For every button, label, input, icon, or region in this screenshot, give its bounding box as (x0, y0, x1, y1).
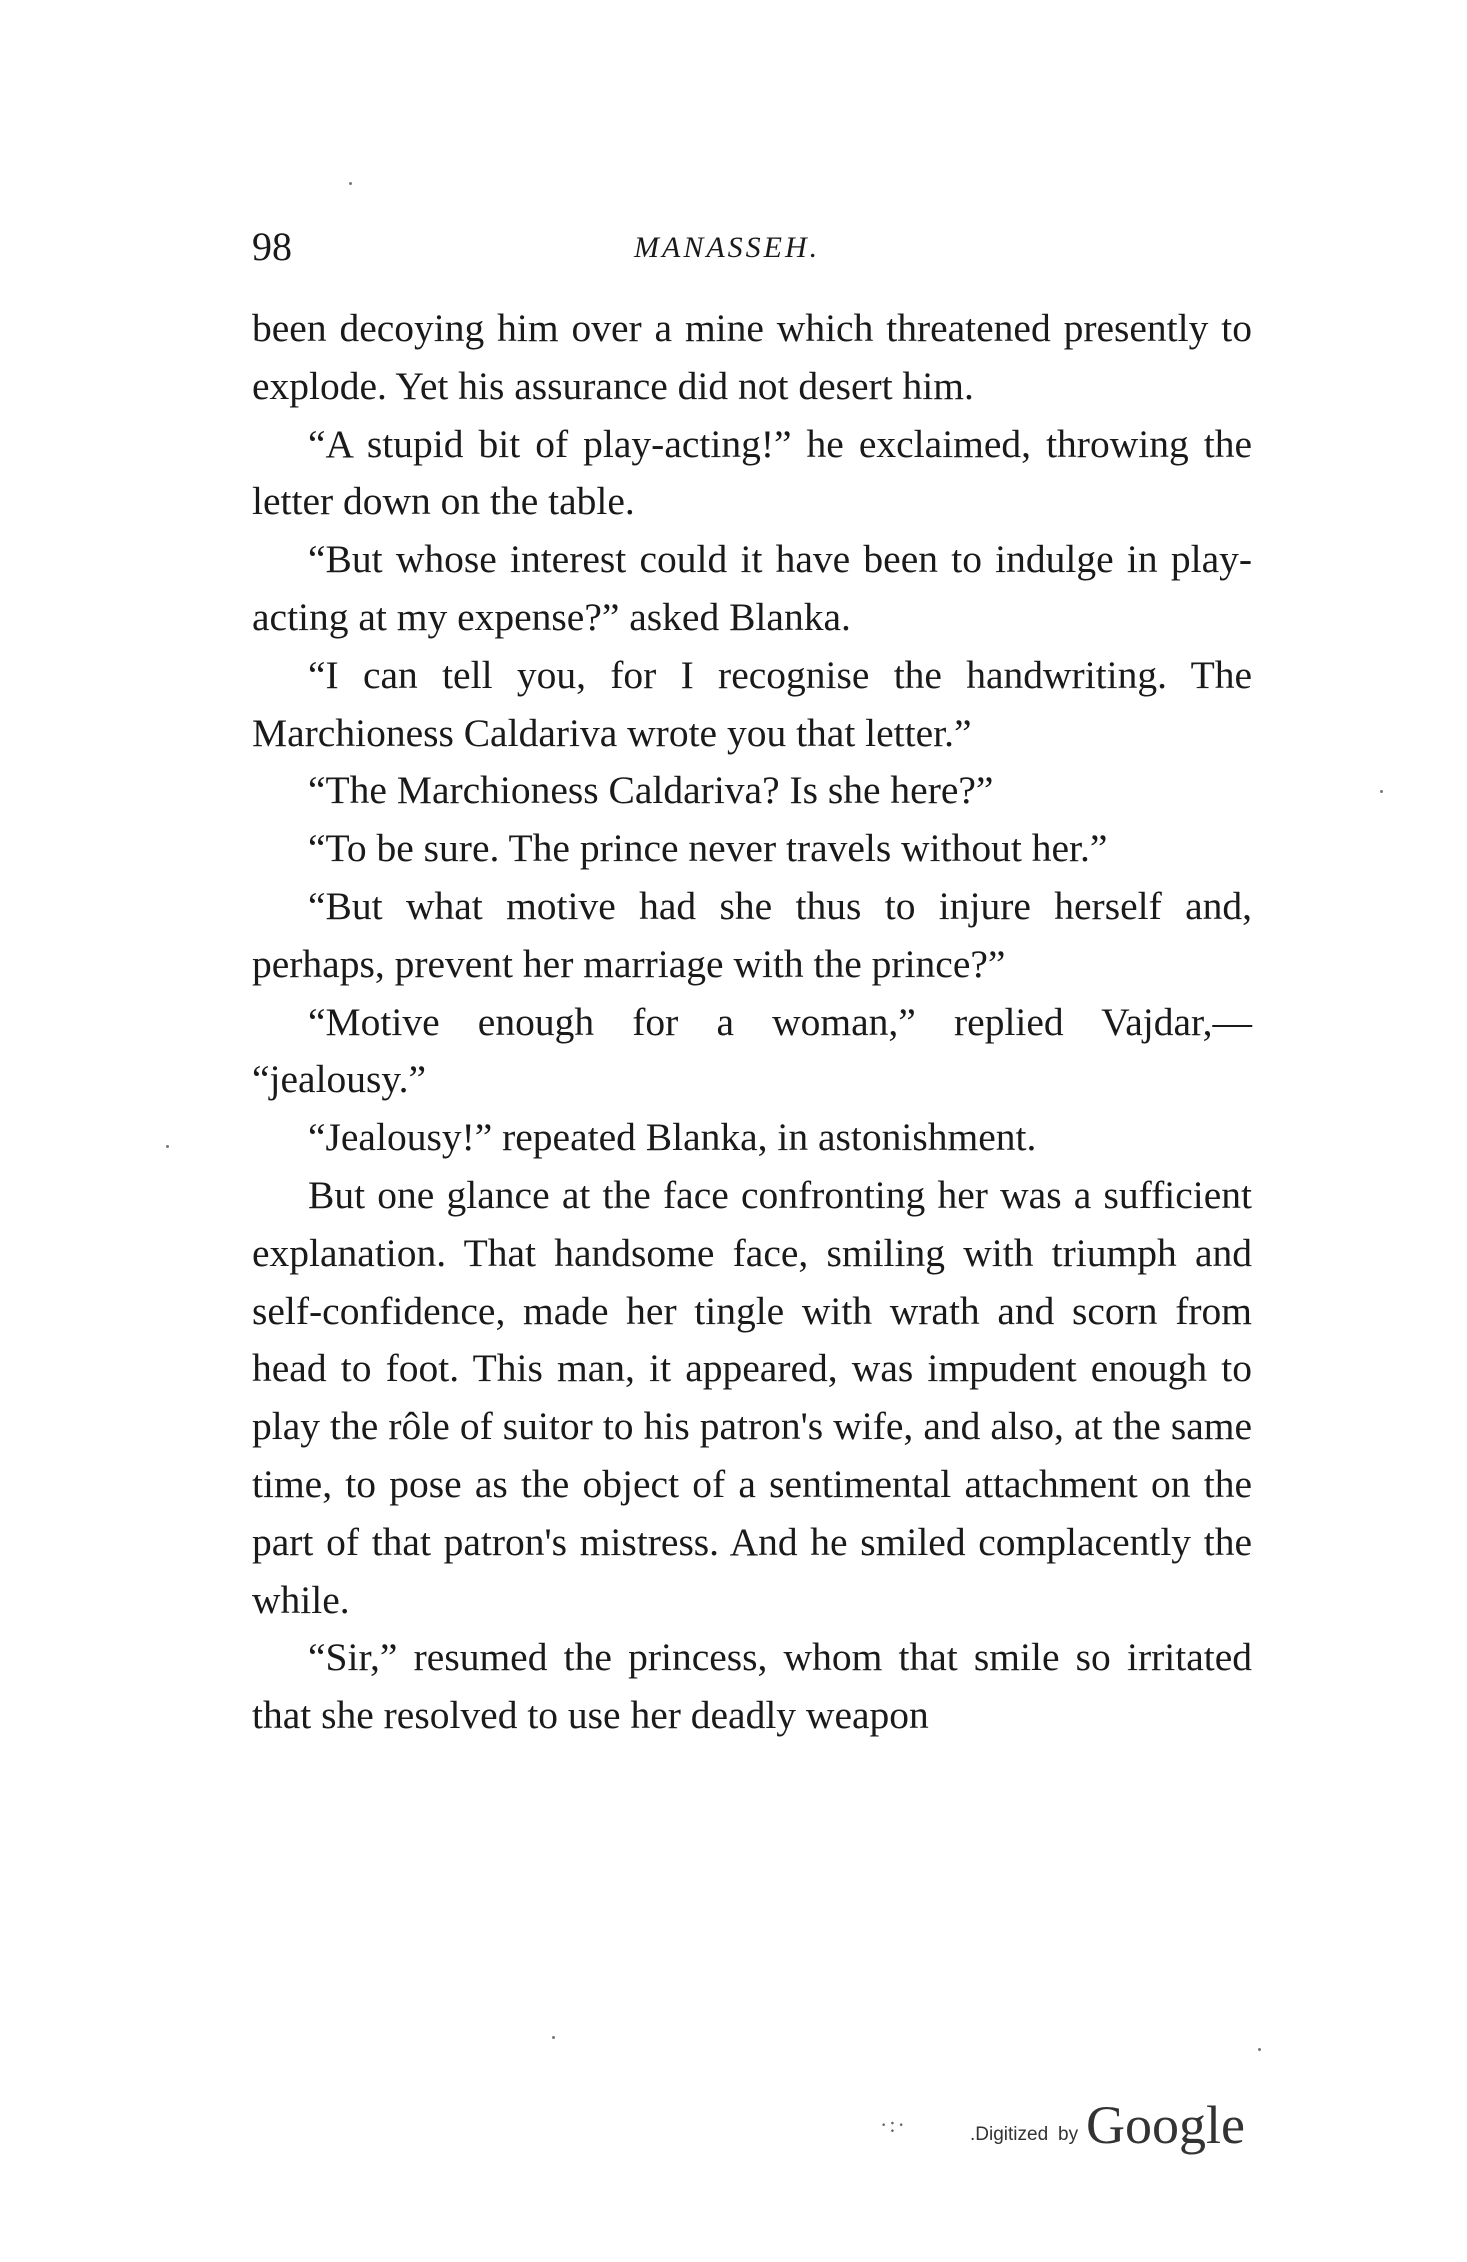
page-number: 98 (252, 224, 292, 269)
running-title: MANASSEH. (634, 231, 821, 264)
scan-speck (349, 182, 352, 185)
paragraph: “A stupid bit of play-acting!” he exclaimed, throwing the letter down on the table. (252, 421, 1252, 524)
digitized-by-google-watermark (880, 2090, 1260, 2160)
paragraph: But one glance at the face confronting her was a sufficient explanation. That handsome face, smiling with triumph and self-confidence, made her tingle with wrath and scorn from head to foot. This man, it appeared, was impudent enough to play the rôle of suitor to his patron's wife, and also, at the same time, to pose as the object of a sentimental attachment on the part of that patron's mistress. And he smiled complacently the while. (252, 1172, 1252, 1622)
paragraph: “To be sure. The prince never travels without her.” (308, 826, 1108, 871)
scan-speck (1258, 2048, 1261, 2051)
paragraph-continuation: been decoying him over a mine which threatened presently to explode. Yet his assurance did not desert him. (252, 306, 1252, 408)
page-header (252, 222, 1252, 272)
watermark-dots: ·:· (880, 2112, 907, 2137)
google-logo: Google (1086, 2095, 1245, 2155)
watermark-digitized-text: .Digitized (970, 2124, 1049, 2145)
scan-speck (552, 2036, 555, 2039)
paragraph: “But whose interest could it have been to indulge in play-acting at my expense?” asked Blanka. (252, 537, 1252, 639)
text-body (252, 300, 1252, 1745)
scan-speck (166, 1145, 169, 1148)
paragraph: “Sir,” resumed the princess, whom that smile so irritated that she resolved to use her deadly weapon (252, 1635, 1252, 1738)
paragraph: “I can tell you, for I recognise the handwriting. The Marchioness Caldariva wrote you that letter.” (252, 652, 1252, 755)
scan-speck (1380, 790, 1383, 793)
paragraph: “Motive enough for a woman,” replied Vajdar,— “jealousy.” (252, 999, 1252, 1102)
watermark-by-text: by (1058, 2124, 1079, 2145)
paragraph: “The Marchioness Caldariva? Is she here?” (308, 768, 994, 813)
paragraph: “But what motive had she thus to injure herself and, perhaps, prevent her marriage with the prince?” (252, 883, 1252, 986)
paragraph: “Jealousy!” repeated Blanka, in astonishment. (308, 1115, 1037, 1160)
